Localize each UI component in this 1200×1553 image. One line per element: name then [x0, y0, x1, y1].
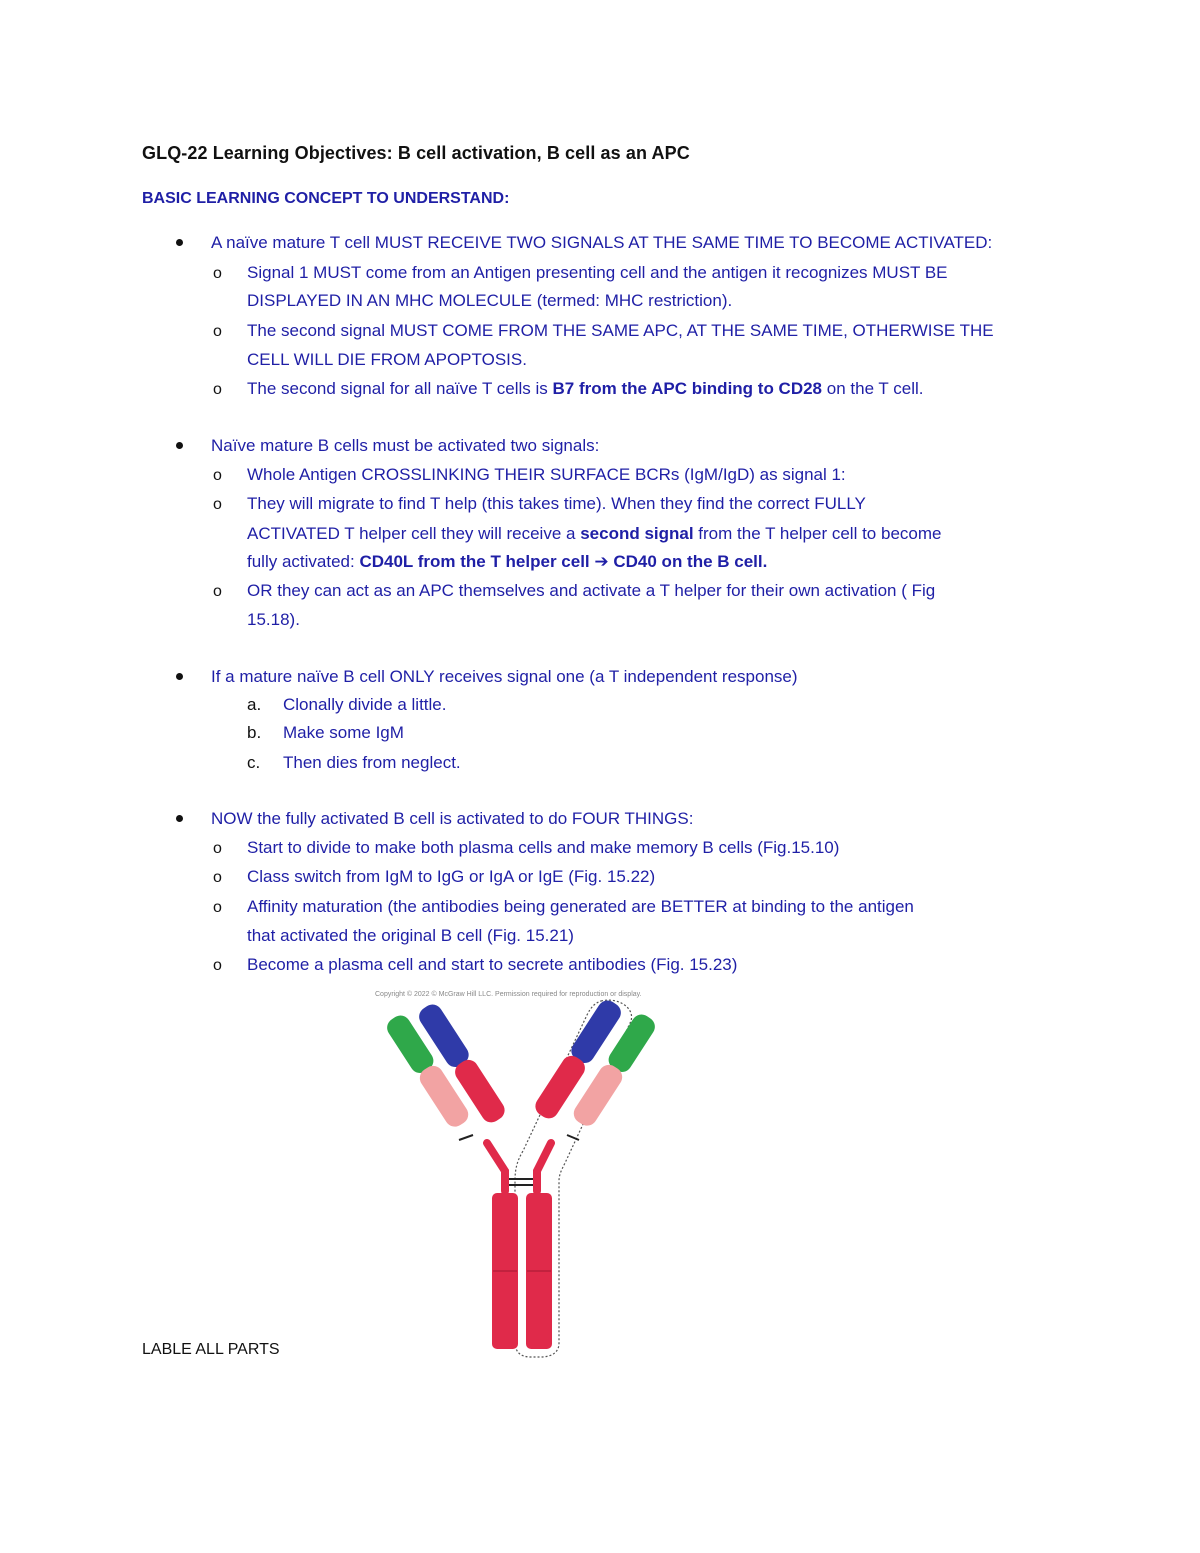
sub-item-t-help-cont — [247, 523, 941, 545]
bullet-t-cell-activation: A naïve mature T cell MUST RECEIVE TWO SIGNALS AT THE SAME TIME TO BECOME ACTIVATED: — [211, 233, 993, 252]
list-item: Then dies from neglect. — [283, 753, 461, 772]
sub-item-apc: OR they can act as an APC themselves and activate a T helper for their own activation ( Fig — [247, 581, 936, 600]
text-span: from the T helper cell to become — [693, 524, 942, 543]
sub-bullet-marker: o — [213, 583, 222, 600]
bullet-b-cell-signals: Naïve mature B cells must be activated two signals: — [211, 436, 600, 455]
section-heading: BASIC LEARNING CONCEPT TO UNDERSTAND: — [142, 190, 510, 207]
list-marker: b. — [247, 723, 262, 742]
arrow-icon: ➔ — [594, 552, 609, 571]
bullet-four-things: NOW the fully activated B cell is activated to do FOUR THINGS: — [211, 809, 694, 828]
bullet-t-independent: If a mature naïve B cell ONLY receives signal one (a T independent response) — [211, 667, 798, 686]
bold-text: B7 from the APC binding to CD28 — [552, 379, 823, 398]
sub-bullet-marker: o — [213, 840, 222, 857]
sub-item-divide: Start to divide to make both plasma cells and make memory B cells (Fig.15.10) — [247, 838, 840, 857]
list-item: Make some IgM — [283, 723, 404, 742]
antibody-svg — [355, 985, 675, 1365]
text-span: ACTIVATED T helper cell they will receive a — [247, 524, 581, 543]
text-span: The second signal for all naïve T cells is — [247, 379, 553, 398]
sub-item-t-help: They will migrate to find T help (this takes time). When they find the correct FULLY — [247, 494, 866, 513]
disulfide-bond — [459, 1135, 473, 1140]
bullet-marker — [176, 673, 183, 680]
sub-item-b7-cd28 — [247, 378, 923, 400]
sub-item-second-signal-cont: CELL WILL DIE FROM APOPTOSIS. — [247, 350, 527, 369]
page-title: GLQ-22 Learning Objectives: B cell activation, B cell as an APC — [142, 143, 690, 163]
text-span: on the T cell. — [822, 379, 924, 398]
sub-bullet-marker: o — [213, 957, 222, 974]
sub-item-apc-cont: 15.18). — [247, 610, 300, 629]
antibody-diagram — [355, 985, 675, 1365]
sub-item-t-help-cont — [247, 551, 767, 573]
figure-copyright: Copyright © 2022 © McGraw Hill LLC. Permission required for reproduction or display. — [375, 991, 642, 998]
list-marker: c. — [247, 753, 261, 772]
sub-item-class-switch: Class switch from IgM to IgG or IgA or IgE (Fig. 15.22) — [247, 867, 656, 886]
hinge-region — [487, 1143, 505, 1191]
sub-item-signal-1: Signal 1 MUST come from an Antigen presenting cell and the antigen it recognizes MUST BE — [247, 263, 948, 282]
sub-bullet-marker: o — [213, 265, 222, 282]
bold-text: CD40L from the T helper cell — [359, 552, 590, 571]
list-marker: a. — [247, 695, 262, 714]
text-span: fully activated: — [247, 552, 360, 571]
footer-instruction: LABLE ALL PARTS — [142, 1341, 280, 1358]
sub-item-second-signal: The second signal MUST COME FROM THE SAME APC, AT THE SAME TIME, OTHERWISE THE — [247, 321, 994, 340]
sub-bullet-marker: o — [213, 899, 222, 916]
sub-bullet-marker: o — [213, 496, 222, 513]
sub-bullet-marker: o — [213, 467, 222, 484]
hinge-region — [537, 1143, 551, 1191]
sub-item-plasma-cell: Become a plasma cell and start to secrete antibodies (Fig. 15.23) — [247, 955, 738, 974]
bullet-marker — [176, 239, 183, 246]
sub-bullet-marker: o — [213, 869, 222, 886]
list-item: Clonally divide a little. — [283, 695, 447, 714]
bullet-marker — [176, 815, 183, 822]
sub-item-affinity: Affinity maturation (the antibodies being generated are BETTER at binding to the antigen — [247, 897, 914, 916]
sub-item-signal-1-cont: DISPLAYED IN AN MHC MOLECULE (termed: MHC restriction). — [247, 291, 733, 310]
sub-item-crosslinking: Whole Antigen CROSSLINKING THEIR SURFACE BCRs (IgM/IgD) as signal 1: — [247, 465, 846, 484]
bullet-marker — [176, 442, 183, 449]
bold-text: second signal — [580, 524, 694, 543]
sub-item-affinity-cont: that activated the original B cell (Fig. 15.21) — [247, 926, 574, 945]
sub-bullet-marker: o — [213, 323, 222, 340]
sub-bullet-marker: o — [213, 381, 222, 398]
bold-text: CD40 on the B cell. — [613, 552, 768, 571]
